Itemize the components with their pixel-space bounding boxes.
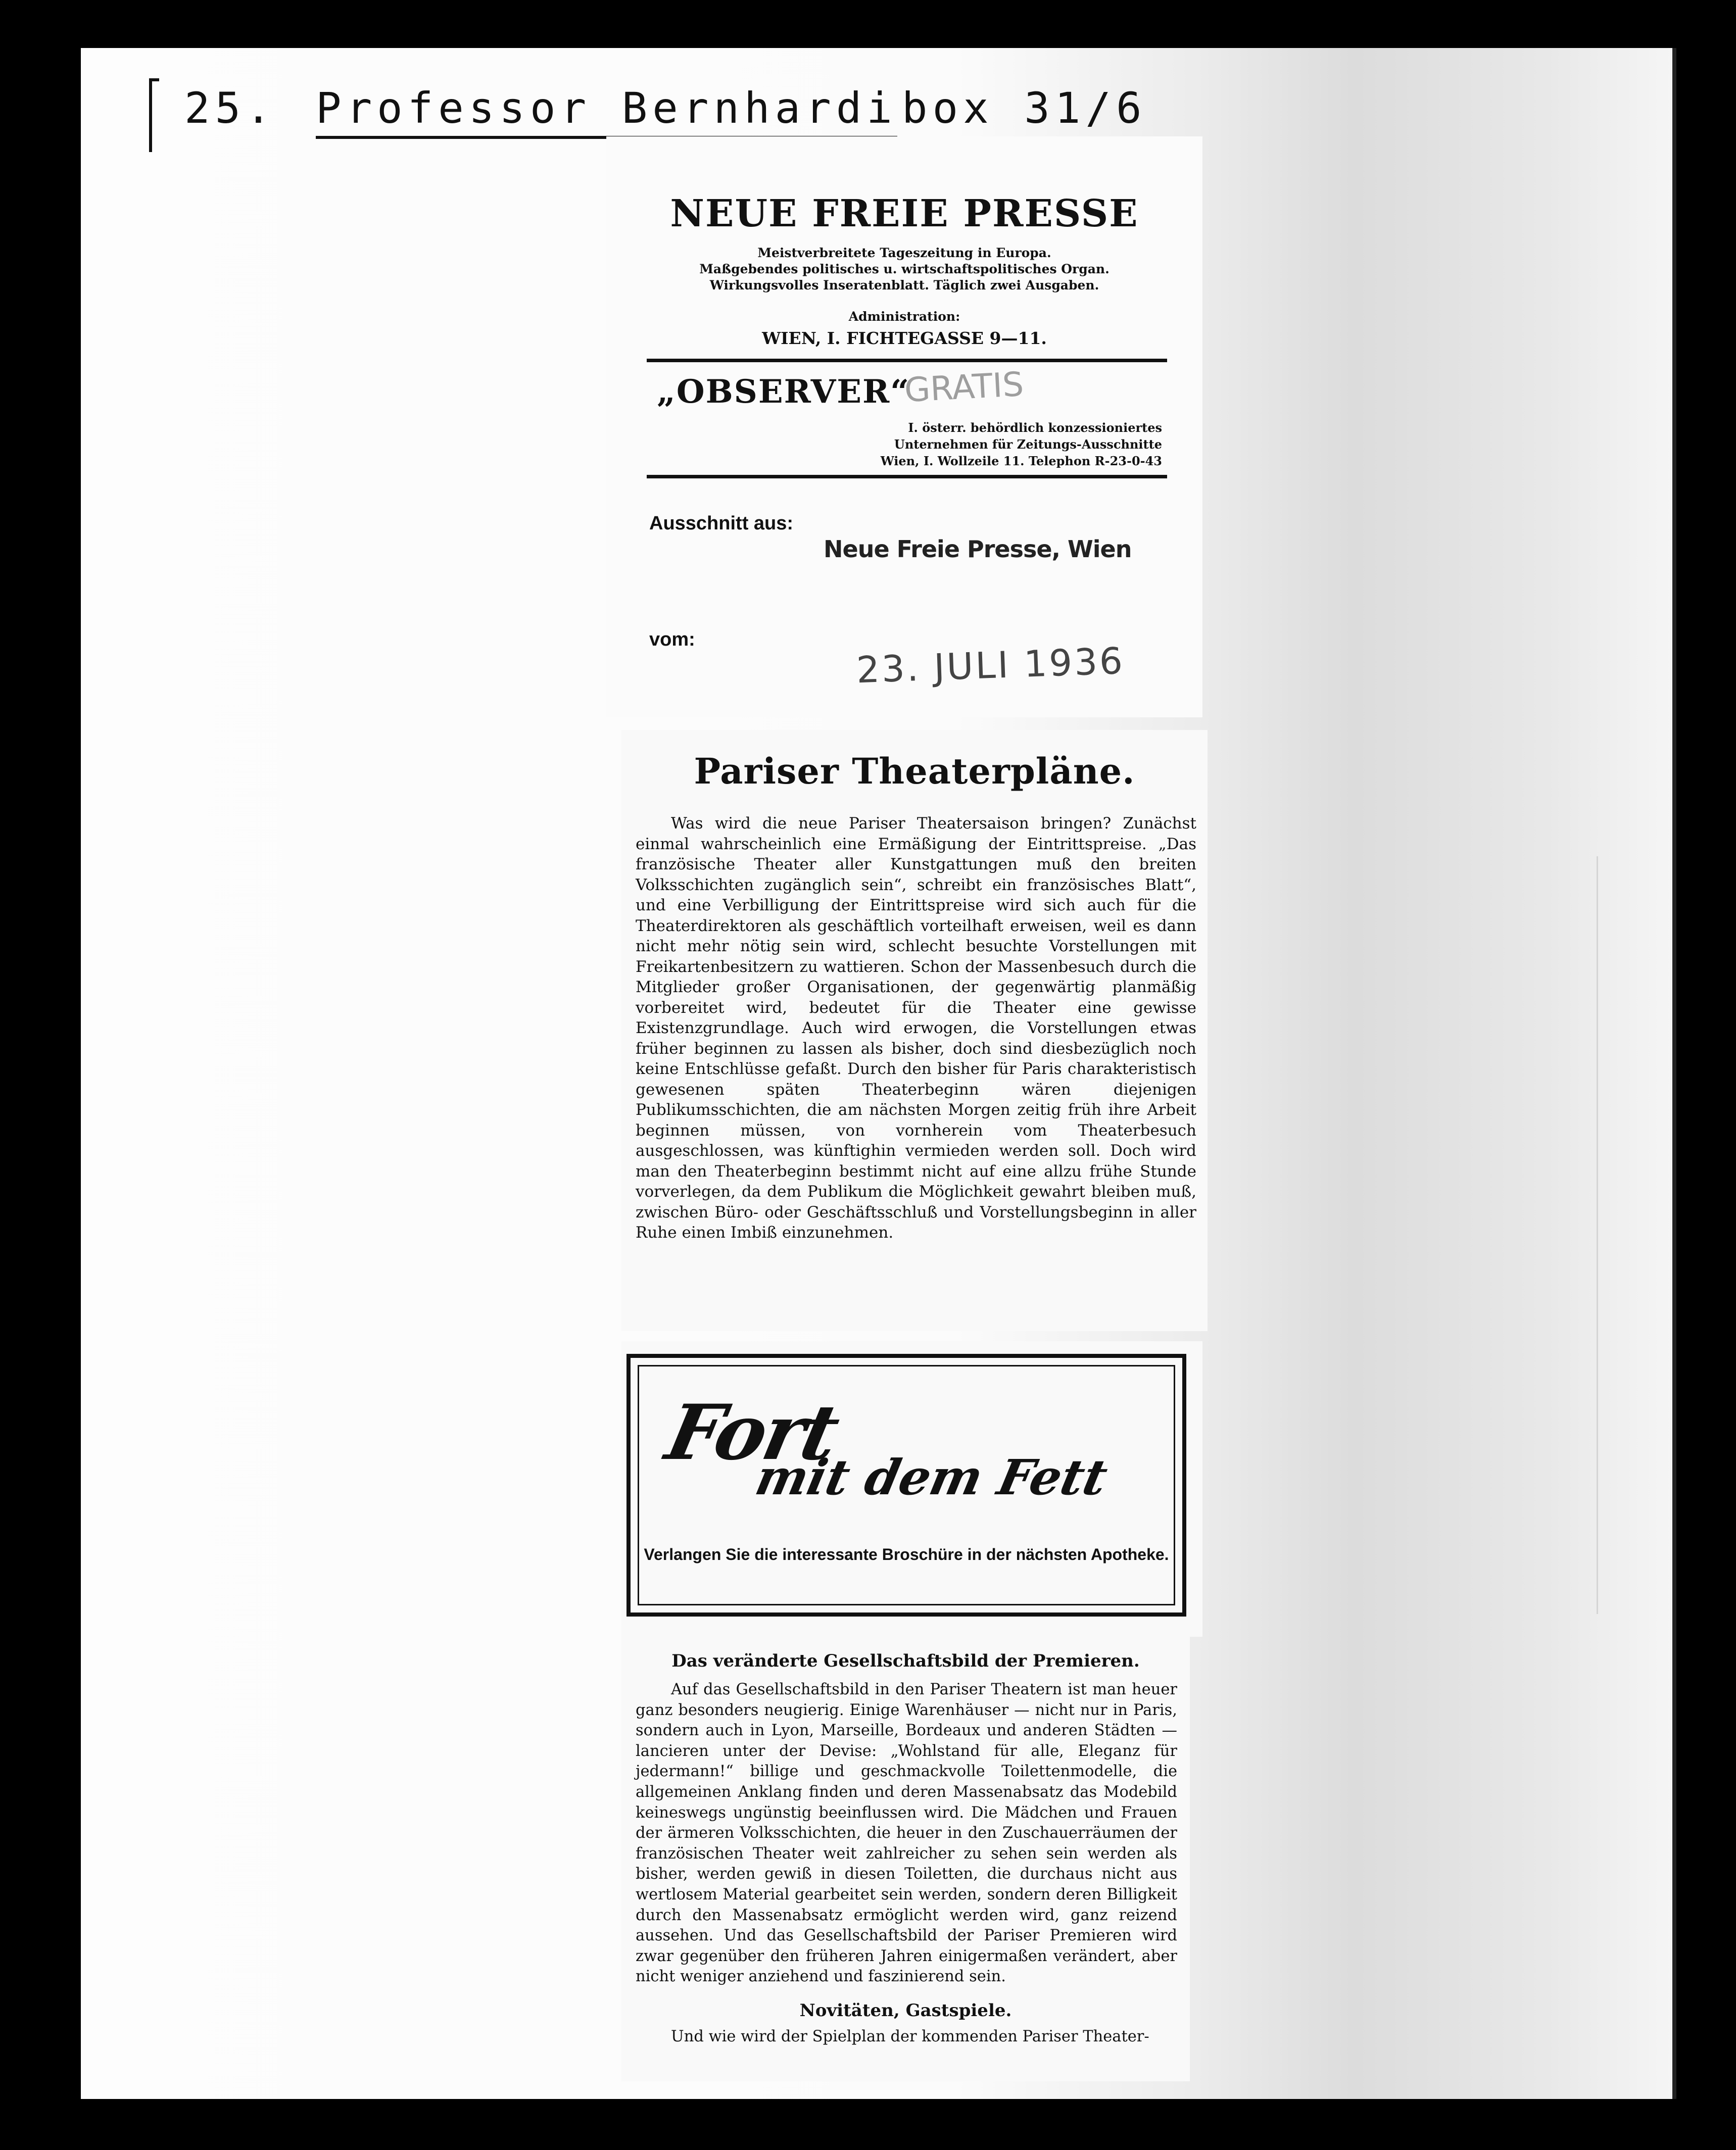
folder-number: 25. [184, 83, 276, 133]
article-body: Was wird die neue Pariser Theatersaison bringen? Zunächst einmal wahrscheinlich eine Ermäßigung der Eintrittspreise. „Das französische Theater aller Kunstgattungen muß den breiten Volksschichten zugänglich sein“, schreibt ein französisches Blatt“, und eine Verbilligung der Eintrittspreise wird sich auch für die Theaterdirektoren als geschäftlich vorteilhaft erweisen, weil es dann nicht mehr nötig sein wird, schlecht besuchte Vorstellungen mit Freikartenbesitzern zu wattieren. Schon der Massenbesuch durch die Mitglieder großer Organisationen, der gegenwärtig planmäßig vorbereitet wird, bedeutet für die Theater eine gewisse Existenzgrundlage. Auch wird erwogen, die Vorstellungen etwas früher beginnen zu lassen als bisher, doch sind diesbezüglich noch keine Entschlüsse gefaßt. Durch den bisher für Paris charakteristisch gewesenen späten Theaterbeginn wären diejenigen Publikumsschichten, die am nächsten Morgen zeitig früh ihre Arbeit beginnen müssen, von vornherein vom Theaterbesuch ausgeschlossen, was künftighin vermieden werden soll. Doch wird man den Theaterbeginn bestimmt nicht auf eine allzu frühe Stunde vorverlegen, da dem Publikum die Möglichkeit gewahrt bleiben muß, zwischen Büro- oder Geschäftsschluß und Vorstellungsbeginn in aller Ruhe einen Imbiß einzunehmen. [636, 814, 1196, 1242]
administration-label: Administration: [848, 309, 960, 324]
clipping-source-stamp: Neue Freie Presse, Wien [824, 535, 1132, 563]
observer-description: I. österr. behördlich konzessioniertes Unternehmen für Zeitungs-Ausschnitte Wien, I. Wollzeile 11. Telephon R-23-0-43 [880, 420, 1162, 468]
section-body: Auf das Gesellschaftsbild in den Pariser Theatern ist man heuer ganz besonders neugierig. Einige Warenhäuser — nicht nur in Paris, sondern auch in Lyon, Marseille, Bordeaux und anderen Städten — lancieren unter der Devise: „Wohlstand für alle, Eleganz für jedermann!“ billige und geschmackvolle Toilettenmodelle, die allgemeinen Anklang finden und deren Massenabsatz das Modebild keineswegs ungünstig beeinflussen wird. Die Mädchen und Frauen der ärmeren Volksschichten, die heuer in den Zuschauerräumen der französischen Theater weit zahlreicher zu sehen sein werden als bisher, werden gewiß in diesen Toiletten, die durchaus nicht aus wertlosem Material gearbeitet sein werden, sondern deren Billigkeit durch den Massenabsatz ermöglicht werden wird, ganz reizend aussehen. Und das Gesellschaftsbild der Pariser Premieren wird zwar gegenüber den früheren Jahren einigermaßen verändert, aber nicht weniger anziehend und faszinierend sein. [636, 1681, 1177, 1986]
advertisement-slogan-line1: Fort [659, 1388, 845, 1477]
sheet-shadow [1597, 856, 1598, 1614]
observer-agency-name: „OBSERVER“ [657, 373, 910, 411]
continuation-clipping [621, 1637, 1190, 2081]
corner-bracket [149, 78, 159, 152]
clipping-date-stamp: 23. JULI 1936 [855, 639, 1126, 692]
advertisement-frame [626, 1354, 1186, 1617]
folder-title: Professor Bernhardi [316, 83, 897, 139]
article-title: Pariser Theaterpläne. [694, 750, 1135, 792]
divider-rule [647, 475, 1167, 478]
box-number: box 31/6 [902, 83, 1147, 133]
clipping-header-slip [606, 136, 1202, 717]
advertisement-text: Verlangen Sie die interessante Broschüre in der nächsten Apotheke. [644, 1545, 1169, 1563]
advertisement-slogan-line2: mit dem Fett [750, 1449, 1113, 1506]
newspaper-tagline: Meistverbreitete Tageszeitung in Europa. Maßgebendes politisches u. wirtschaftspolitisches Organ. Wirkungsvolles Inseratenblatt. Täglich zwei Ausgaben. [699, 246, 1110, 292]
section-body-2: Und wie wird der Spielplan der kommenden Pariser Theater- [671, 2028, 1149, 2045]
administration-address: WIEN, I. FICHTEGASSE 9—11. [762, 328, 1047, 348]
newspaper-masthead: NEUE FREIE PRESSE [670, 192, 1139, 235]
section-heading: Das veränderte Gesellschaftsbild der Premieren. [671, 1651, 1140, 1671]
article-clipping [621, 730, 1208, 1331]
gratis-stamp: GRATIS [903, 364, 1025, 410]
sheet-edge [1672, 48, 1676, 2099]
clipping-source-label: Ausschnitt aus: [649, 513, 794, 534]
divider-rule [647, 359, 1167, 362]
advertisement-clipping [621, 1341, 1202, 1637]
clipping-date-label: vom: [649, 629, 695, 650]
section-heading-2: Novitäten, Gastspiele. [799, 2000, 1012, 2021]
